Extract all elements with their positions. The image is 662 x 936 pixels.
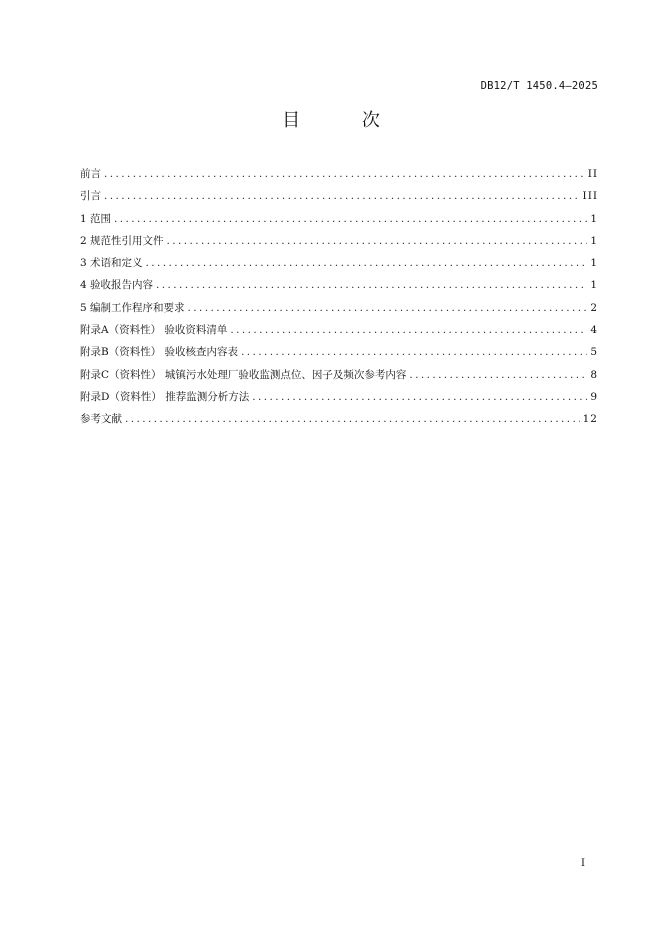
toc-leader-dots [125, 413, 580, 425]
toc-entry-introduction[interactable] [80, 188, 598, 210]
toc-entry-label: 2 规范性引用文件 [80, 234, 164, 247]
toc-entry-label: 引言 [80, 190, 101, 203]
toc-leader-dots [409, 369, 587, 381]
toc-entry-page: III [582, 190, 598, 203]
toc-leader-dots [252, 391, 587, 403]
toc-entry-label: 参考文献 [80, 413, 122, 426]
toc-leader-dots [241, 346, 587, 358]
toc-entry-appendix-d[interactable] [80, 389, 598, 411]
toc-entry-page: 2 [590, 301, 598, 314]
toc-leader-dots [104, 190, 580, 202]
toc-entry-label: 附录C（资料性） 城镇污水处理厂验收监测点位、因子及频次参考内容 [80, 368, 407, 381]
toc-entry-label: 4 验收报告内容 [80, 279, 154, 292]
toc-entry-report-content[interactable] [80, 277, 598, 299]
toc-entry-label: 附录D（资料性） 推荐监测分析方法 [80, 390, 250, 403]
toc-entry-label: 5 编制工作程序和要求 [80, 301, 185, 314]
toc-entry-terms-definitions[interactable] [80, 255, 598, 277]
toc-title: 目 次 [282, 110, 408, 131]
toc-entry-page: II [587, 168, 598, 180]
toc-entry-label: 1 范围 [80, 212, 112, 225]
toc-entry-appendix-c[interactable] [80, 367, 598, 389]
toc-entry-scope[interactable] [80, 211, 598, 233]
toc-leader-dots [146, 257, 588, 269]
toc-leader-dots [167, 235, 588, 247]
toc-entry-foreword[interactable] [80, 166, 598, 188]
toc-entry-page: 1 [590, 234, 598, 247]
toc-leader-dots [188, 302, 588, 314]
toc-entry-label: 附录B（资料性） 验收核查内容表 [80, 346, 239, 359]
toc-entry-page: 1 [590, 212, 598, 225]
toc-entry-page: 8 [590, 368, 598, 381]
toc-entry-label: 前言 [80, 168, 101, 180]
toc-leader-dots [114, 213, 587, 225]
toc-entry-label: 3 术语和定义 [80, 257, 143, 270]
toc-entry-page: 12 [582, 413, 598, 426]
toc-entry-page: 5 [590, 346, 598, 359]
toc-entry-normative-references[interactable] [80, 233, 598, 255]
toc-leader-dots [104, 168, 585, 180]
toc-entry-appendix-a[interactable] [80, 322, 598, 344]
toc-entry-appendix-b[interactable] [80, 344, 598, 366]
toc-entry-procedures-requirements[interactable] [80, 300, 598, 322]
toc-entry-page: 1 [590, 279, 598, 292]
toc-entry-label: 附录A（资料性） 验收资料清单 [80, 324, 228, 337]
standard-code: DB12/T 1450.4—2025 [480, 80, 598, 92]
toc-leader-dots [156, 279, 587, 291]
toc-leader-dots [230, 324, 587, 336]
toc-entry-page: 1 [590, 257, 598, 270]
page-number: I [581, 858, 585, 869]
table-of-contents [80, 166, 598, 434]
toc-entry-page: 4 [590, 324, 598, 337]
toc-entry-bibliography[interactable] [80, 411, 598, 433]
toc-entry-page: 9 [590, 390, 598, 403]
